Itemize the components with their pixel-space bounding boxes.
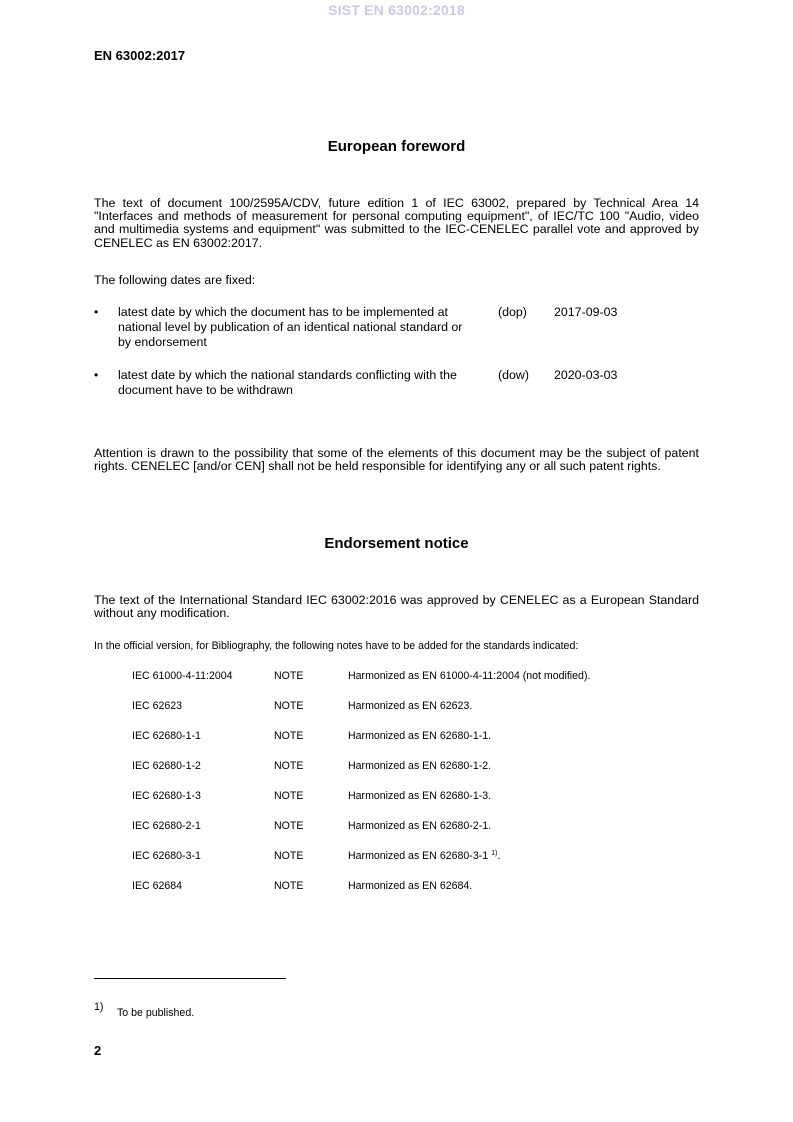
note-standard: IEC 62680-2-1 [132, 820, 201, 832]
note-text: Harmonized as EN 62623. [348, 700, 473, 712]
watermark: SIST EN 63002:2018 [328, 2, 465, 18]
note-row [132, 820, 692, 834]
footnote-mark: 1) [94, 1001, 104, 1013]
note-row [132, 790, 692, 804]
note-text: Harmonized as EN 62680-1-1. [348, 730, 492, 742]
bibliography-intro: In the official version, for Bibliography, the following notes have to be added for the standards indicated: [94, 640, 579, 652]
footnote-reference[interactable]: 1) [491, 850, 498, 857]
note-label: NOTE [274, 670, 304, 682]
note-text: Harmonized as EN 62680-1-3. [348, 790, 492, 802]
note-row [132, 880, 692, 894]
note-text: Harmonized as EN 62680-2-1. [348, 820, 492, 832]
date-item-text: latest date by which the document has to be implemented at national level by publication of an identical national standard or by endorsement [118, 305, 463, 349]
date-item-text: latest date by which the national standards conflicting with the document have to be withdrawn [118, 368, 457, 397]
date-item-code: (dow) [498, 368, 529, 382]
foreword-intro: The text of document 100/2595A/CDV, future edition 1 of IEC 63002, prepared by Technical Area 14 "Interfaces and methods of measurement for personal computing equipment", of IEC/TC 100 "Audio, video and multimedia systems and equipment" was submitted to the IEC-CENELEC parallel vote and approved by CENELEC as EN 63002:2017. [94, 196, 699, 250]
note-label: NOTE [274, 790, 304, 802]
note-standard: IEC 62680-1-3 [132, 790, 201, 802]
note-label: NOTE [274, 820, 304, 832]
endorsement-text: The text of the International Standard IEC 63002:2016 was approved by CENELEC as a European Standard without any modification. [94, 593, 699, 621]
note-label: NOTE [274, 850, 304, 862]
note-standard: IEC 62680-1-2 [132, 760, 201, 772]
date-item-code: (dop) [498, 305, 527, 319]
footnote-text: To be published. [117, 1007, 195, 1019]
note-label: NOTE [274, 760, 304, 772]
note-standard: IEC 62680-1-1 [132, 730, 201, 742]
patent-attention: Attention is drawn to the possibility that some of the elements of this document may be the subject of patent rights. CENELEC [and/or CEN] shall not be held responsible for identifying any or all such patent rights. [94, 446, 699, 474]
date-item-date: 2020-03-03 [554, 368, 618, 382]
note-row [132, 700, 692, 714]
note-row [132, 760, 692, 774]
note-row [132, 850, 692, 864]
note-row [132, 670, 692, 684]
note-label: NOTE [274, 700, 304, 712]
footnote-divider [94, 978, 286, 979]
document-code: EN 63002:2017 [94, 48, 186, 63]
note-text: Harmonized as EN 61000-4-11:2004 (not modified). [348, 670, 591, 682]
bullet-icon: • [94, 305, 99, 319]
note-standard: IEC 62684 [132, 880, 183, 892]
note-text: Harmonized as EN 62680-1-2. [348, 760, 492, 772]
note-standard: IEC 61000-4-11:2004 [132, 670, 233, 682]
note-standard: IEC 62680-3-1 [132, 850, 201, 862]
date-item-date: 2017-09-03 [554, 305, 618, 319]
foreword-title: European foreword [327, 138, 466, 155]
note-text: Harmonized as EN 62680-3-1 $^{1)}$. [348, 850, 501, 862]
note-text: Harmonized as EN 62684. [348, 880, 473, 892]
dates-intro: The following dates are fixed: [94, 273, 256, 287]
note-text-main: Harmonized as EN 62680-3-1 [348, 850, 489, 862]
note-label: NOTE [274, 880, 304, 892]
bullet-icon: • [94, 368, 99, 382]
note-standard: IEC 62623 [132, 700, 183, 712]
note-label: NOTE [274, 730, 304, 742]
page-number: 2 [94, 1043, 102, 1058]
note-row [132, 730, 692, 744]
endorsement-title: Endorsement notice [324, 535, 469, 552]
